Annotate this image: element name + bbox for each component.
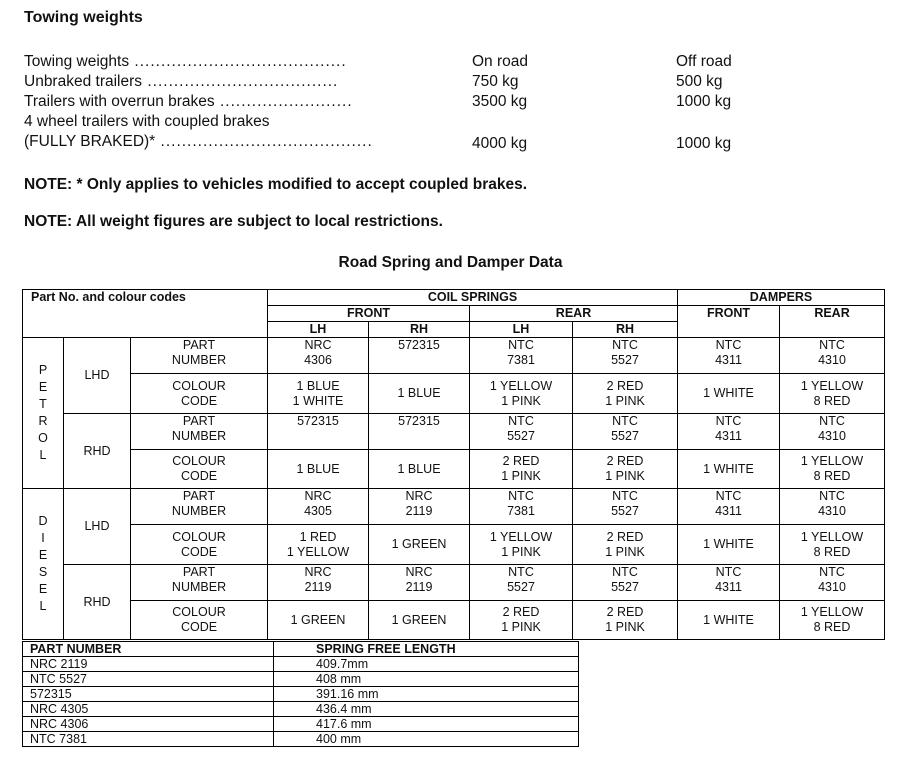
towing-row-on-road: 3500 kg: [472, 93, 528, 110]
note-local-restrictions: NOTE: All weight figures are subject to local restrictions.: [24, 213, 443, 230]
cell: 391.16 mm: [274, 687, 579, 702]
cell: 1 YELLOW 1 PINK: [470, 374, 573, 414]
diesel-letters: D I E S E L: [38, 514, 48, 613]
header-row: [23, 290, 885, 306]
spring-damper-table: [22, 289, 885, 640]
cell: 1 YELLOW 1 PINK: [470, 525, 573, 565]
cell: 1 YELLOW 8 RED: [780, 450, 885, 489]
cell: 2 RED 1 PINK: [573, 450, 678, 489]
cell: NRC 2119: [23, 657, 274, 672]
table-row: [23, 338, 885, 374]
towing-row-label-line1: 4 wheel trailers with coupled brakes: [24, 113, 270, 130]
cell: NRC 4306: [23, 717, 274, 732]
cell: 408 mm: [274, 672, 579, 687]
table-row: [23, 717, 579, 732]
towing-header-label: Towing weights ........................................: [24, 53, 347, 70]
cell: 572315: [369, 414, 470, 450]
cell: 2 RED 1 PINK: [470, 450, 573, 489]
cell: 2 RED 1 PINK: [573, 601, 678, 640]
part-number-label: PART NUMBER: [131, 489, 268, 525]
towing-row-label: Unbraked trailers ....................................: [24, 73, 339, 90]
cell: 572315: [23, 687, 274, 702]
table-row: [23, 450, 885, 489]
part-number-label: PART NUMBER: [131, 414, 268, 450]
towing-header-off-road: Off road: [676, 53, 732, 70]
colour-code-label: COLOUR CODE: [131, 601, 268, 640]
cell: 572315: [268, 414, 369, 450]
coil-front-header: FRONT: [268, 306, 470, 322]
cell: 572315: [369, 338, 470, 374]
damper-rear-header: REAR: [780, 306, 885, 338]
cell: NTC 4310: [780, 414, 885, 450]
cell: 1 BLUE 1 WHITE: [268, 374, 369, 414]
spring-free-length-header: SPRING FREE LENGTH: [274, 642, 579, 657]
cell: NRC 2119: [268, 565, 369, 601]
table-row: [23, 374, 885, 414]
rhd-label: RHD: [64, 414, 131, 489]
cell: NTC 5527: [573, 338, 678, 374]
cell: 1 WHITE: [678, 450, 780, 489]
corner-header: Part No. and colour codes: [23, 290, 268, 338]
cell: 1 YELLOW 8 RED: [780, 601, 885, 640]
cell: 1 WHITE: [678, 525, 780, 565]
cell: 1 RED 1 YELLOW: [268, 525, 369, 565]
note-coupled-brakes: NOTE: * Only applies to vehicles modified to accept coupled brakes.: [24, 176, 528, 193]
petrol-letters: P E T R O L: [38, 363, 48, 462]
cell: NRC 2119: [369, 489, 470, 525]
cell: 1 BLUE: [268, 450, 369, 489]
page-heading: Towing weights: [24, 9, 143, 26]
cell: 1 WHITE: [678, 601, 780, 640]
cell: NRC 4305: [268, 489, 369, 525]
cell: NTC 4310: [780, 338, 885, 374]
cell: NTC 7381: [470, 489, 573, 525]
towing-row-on-road: 4000 kg: [472, 135, 528, 152]
front-lh-header: LH: [268, 322, 369, 338]
cell: NRC 2119: [369, 565, 470, 601]
table-row: [23, 702, 579, 717]
table-row: [23, 687, 579, 702]
cell: 1 YELLOW 8 RED: [780, 374, 885, 414]
colour-code-label: COLOUR CODE: [131, 525, 268, 565]
cell: 417.6 mm: [274, 717, 579, 732]
cell: NTC 5527: [573, 489, 678, 525]
lhd-label: LHD: [64, 489, 131, 565]
cell: 2 RED 1 PINK: [573, 525, 678, 565]
rear-lh-header: LH: [470, 322, 573, 338]
table-row: [23, 601, 885, 640]
damper-front-header: FRONT: [678, 306, 780, 338]
cell: NTC 4310: [780, 489, 885, 525]
rear-rh-header: RH: [573, 322, 678, 338]
dampers-header: DAMPERS: [678, 290, 885, 306]
colour-code-label: COLOUR CODE: [131, 450, 268, 489]
cell: NTC 4310: [780, 565, 885, 601]
table-row: [23, 672, 579, 687]
cell: 409.7mm: [274, 657, 579, 672]
table-title: Road Spring and Damper Data: [338, 254, 563, 271]
coil-rear-header: REAR: [470, 306, 678, 322]
cell: 1 BLUE: [369, 450, 470, 489]
cell: 436.4 mm: [274, 702, 579, 717]
part-number-label: PART NUMBER: [131, 565, 268, 601]
part-number-header: PART NUMBER: [23, 642, 274, 657]
cell: NTC 4311: [678, 414, 780, 450]
cell: 1 YELLOW 8 RED: [780, 525, 885, 565]
cell: 1 GREEN: [268, 601, 369, 640]
spring-free-length-table: [22, 641, 579, 747]
cell: 2 RED 1 PINK: [573, 374, 678, 414]
cell: NTC 5527: [470, 565, 573, 601]
petrol-label: [23, 338, 64, 489]
towing-row-label: (FULLY BRAKED)* ........................................: [24, 133, 373, 150]
towing-row-on-road: 750 kg: [472, 73, 519, 90]
cell: NRC 4306: [268, 338, 369, 374]
cell: NTC 5527: [573, 414, 678, 450]
cell: 2 RED 1 PINK: [470, 601, 573, 640]
cell: NTC 7381: [470, 338, 573, 374]
towing-row-off-road: 1000 kg: [676, 93, 732, 110]
cell: NTC 5527: [23, 672, 274, 687]
header-row: [23, 642, 579, 657]
cell: NTC 5527: [470, 414, 573, 450]
colour-code-label: COLOUR CODE: [131, 374, 268, 414]
cell: NTC 7381: [23, 732, 274, 747]
cell: NTC 4311: [678, 565, 780, 601]
rhd-label: RHD: [64, 565, 131, 640]
towing-row-label: Trailers with overrun brakes .........................: [24, 93, 353, 110]
table-row: [23, 414, 885, 450]
cell: NRC 4305: [23, 702, 274, 717]
diesel-label: [23, 489, 64, 640]
cell: 400 mm: [274, 732, 579, 747]
towing-row-off-road: 1000 kg: [676, 135, 732, 152]
cell: 1 GREEN: [369, 525, 470, 565]
towing-row-off-road: 500 kg: [676, 73, 723, 90]
lhd-label: LHD: [64, 338, 131, 414]
table-row: [23, 732, 579, 747]
cell: 1 BLUE: [369, 374, 470, 414]
cell: 1 WHITE: [678, 374, 780, 414]
table-row: [23, 565, 885, 601]
table-row: [23, 525, 885, 565]
cell: NTC 5527: [573, 565, 678, 601]
cell: NTC 4311: [678, 489, 780, 525]
front-rh-header: RH: [369, 322, 470, 338]
cell: NTC 4311: [678, 338, 780, 374]
towing-header-on-road: On road: [472, 53, 529, 70]
coil-springs-header: COIL SPRINGS: [268, 290, 678, 306]
table-row: [23, 489, 885, 525]
part-number-label: PART NUMBER: [131, 338, 268, 374]
table-row: [23, 657, 579, 672]
cell: 1 GREEN: [369, 601, 470, 640]
